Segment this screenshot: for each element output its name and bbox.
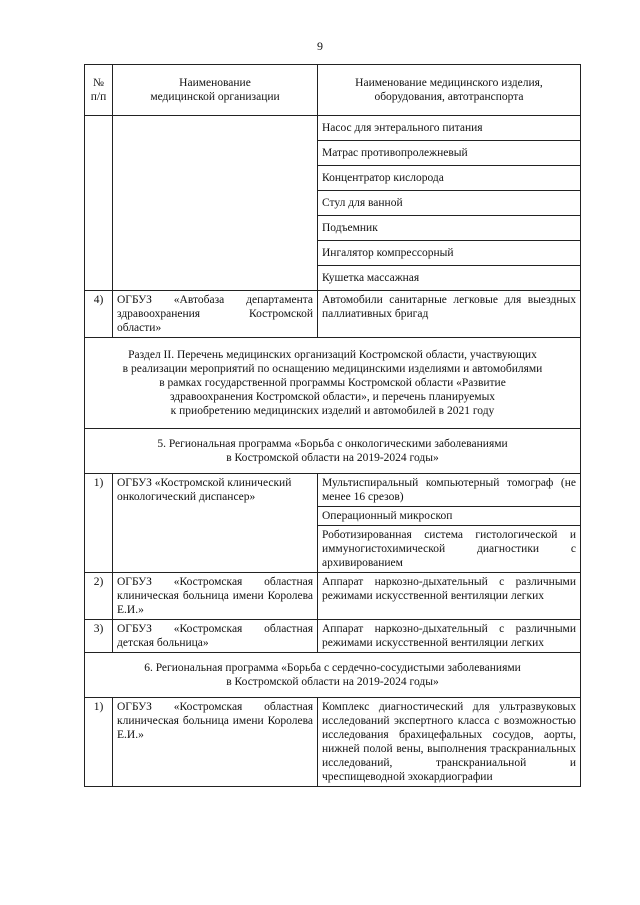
header-organization: Наименование медицинской организации	[113, 65, 318, 116]
equipment-item: Мультиспиральный компьютерный томограф (не менее 16 срезов)	[318, 474, 581, 507]
equipment-item: Автомобили санитарные легковые для выездных паллиативных бригад	[318, 291, 581, 338]
section-heading-row	[85, 338, 581, 429]
table-row	[85, 474, 581, 507]
equipment-item: Насос для энтерального питания	[318, 116, 581, 141]
organization-name: ОГБУЗ «Костромская областная клиническая больница имени Королева Е.И.»	[113, 573, 318, 620]
table-row	[85, 620, 581, 653]
table-row	[85, 116, 581, 141]
section-2-heading: Раздел II. Перечень медицинских организаций Костромской области, участвующих в реализации мероприятий по оснащению медицинскими изделиями и автомобилями в рамках государственной программы Костромской области «Развитие здравоохранения Костромской области», и перечень планируемых к приобретению медицинских изделий и автомобилей в 2021 году	[85, 338, 581, 429]
row-number: 1)	[85, 698, 113, 787]
equipment-item: Комплекс диагностический для ультразвуковых исследований экспертного класса с возможностью исследования брахицефальных сосудов, аорты, нижней полой вены, выполнения трaскраниальных исследований, транскраниальной и чреспищеводной эхокардиографии	[318, 698, 581, 787]
empty-number-cell	[85, 116, 113, 291]
equipment-item: Матрас противопролежневый	[318, 141, 581, 166]
equipment-item: Кушетка массажная	[318, 266, 581, 291]
row-number: 1)	[85, 474, 113, 573]
header-number: № п/п	[85, 65, 113, 116]
organization-name: ОГБУЗ «Костромская областная клиническая больница имени Королева Е.И.»	[113, 698, 318, 787]
equipment-item: Ингалятор компрессорный	[318, 241, 581, 266]
equipment-item: Концентратор кислорода	[318, 166, 581, 191]
equipment-item: Аппарат наркозно-дыхательный с различными режимами искусственной вентиляции легких	[318, 573, 581, 620]
row-number: 4)	[85, 291, 113, 338]
organization-name: ОГБУЗ «Костромской клинический онкологический диспансер»	[113, 474, 318, 573]
table-header-row	[85, 65, 581, 116]
table-row	[85, 698, 581, 787]
empty-organization-cell	[113, 116, 318, 291]
equipment-table	[84, 64, 581, 787]
equipment-item: Операционный микроскоп	[318, 507, 581, 526]
program-heading-row	[85, 653, 581, 698]
table-row	[85, 573, 581, 620]
organization-name: ОГБУЗ «Костромская областная детская больница»	[113, 620, 318, 653]
equipment-item: Роботизированная система гистологической и иммуногистохимической диагностики с архивированием	[318, 526, 581, 573]
table-row	[85, 291, 581, 338]
equipment-item: Подъемник	[318, 216, 581, 241]
organization-name: ОГБУЗ «Автобаза департамента здравоохранения Костромской области»	[113, 291, 318, 338]
row-number: 2)	[85, 573, 113, 620]
program-5-heading: 5. Региональная программа «Борьба с онкологическими заболеваниями в Костромской области на 2019-2024 годы»	[85, 429, 581, 474]
page-number: 9	[317, 39, 323, 53]
header-equipment: Наименование медицинского изделия, оборудования, автотранспорта	[318, 65, 581, 116]
program-6-heading: 6. Региональная программа «Борьба с сердечно-сосудистыми заболеваниями в Костромской области на 2019-2024 годы»	[85, 653, 581, 698]
program-heading-row	[85, 429, 581, 474]
row-number: 3)	[85, 620, 113, 653]
equipment-item: Аппарат наркозно-дыхательный с различными режимами искусственной вентиляции легких	[318, 620, 581, 653]
equipment-item: Стул для ванной	[318, 191, 581, 216]
